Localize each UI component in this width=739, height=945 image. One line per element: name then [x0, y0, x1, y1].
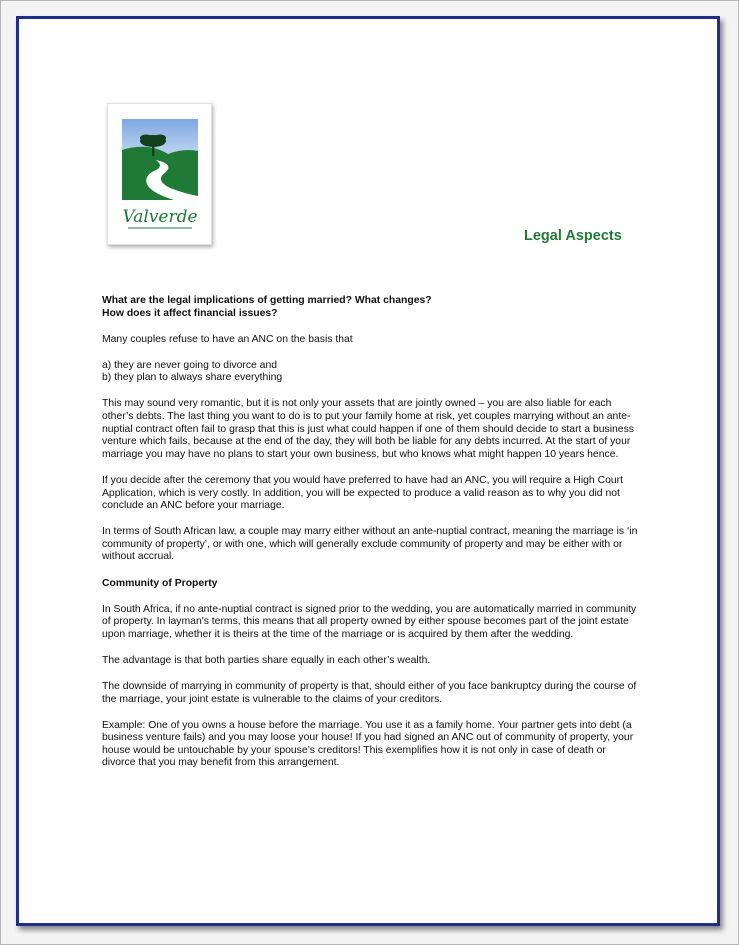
- document-title: Legal Aspects: [524, 228, 622, 244]
- section-heading: Community of Property: [102, 577, 218, 589]
- reason-a: a) they are never going to divorce and: [102, 359, 278, 371]
- law-paragraph: In terms of South African law, a couple may marry either without an ante-nuptial contract, meaning the marriage is ‘in community of property’, or with one, which will generally exclude community of property and may be either with or without accrual.: [102, 526, 638, 563]
- community-property-paragraph: In South Africa, if no ante-nuptial contract is signed prior to the wedding, you are automatically married in community of property. In layman's terms, this means that all property owned by either spouse becomes part of the joint estate upon marriage, whether it is theirs at the time of the marriage or is acquired by them after the wedding.: [102, 603, 637, 640]
- advantage-paragraph: The advantage is that both parties share equally in each other’s wealth.: [102, 654, 431, 666]
- document-page: [16, 16, 720, 926]
- romantic-paragraph: This may sound very romantic, but it is not only your assets that are jointly owned – you are also liable for each other’s debts. The last thing you want to do is to put your family home at risk, yet couples marrying without an ante-nuptial contract often fail to grasp that this is just what could happen if one of them should decide to start a business venture which fails, because at the end of the day, they will both be liable for any debts incurred. At the start of your marriage you may have no plans to start your own business, but who knows what might happen 10 years hence.: [102, 398, 634, 460]
- reasons-list: [102, 360, 642, 385]
- question-line-2: How does it affect financial issues?: [102, 307, 278, 319]
- valverde-logo-graphic: [108, 104, 211, 244]
- question-heading: [102, 295, 642, 320]
- ceremony-paragraph: If you decide after the ceremony that you would have preferred to have had an ANC, you will require a High Court Application, which is very costly. In addition, you will be expected to produce a valid reason as to why you did not conclude an ANC before your marriage.: [102, 474, 623, 512]
- question-line-1: What are the legal implications of getting married? What changes?: [102, 295, 432, 306]
- document-body: [102, 295, 642, 784]
- valverde-logo-text: Valverde: [122, 207, 198, 227]
- example-paragraph: Example: One of you owns a house before the marriage. You use it as a family home. Your partner gets into debt (a business venture fails) and you may loose your house! If you had signed an ANC out of community of property, your house would be untouchable by your spouse’s creditors! This exemplifies how it is not only in case of death or divorce that you may benefit from this arrangement.: [102, 719, 634, 769]
- intro-paragraph: Many couples refuse to have an ANC on the basis that: [102, 333, 353, 345]
- reason-b: b) they plan to always share everything: [102, 372, 283, 384]
- downside-paragraph: The downside of marrying in community of property is that, should either of you face bankruptcy during the course of the marriage, your joint estate is vulnerable to the claims of your creditors.: [102, 680, 637, 705]
- valverde-logo: [107, 103, 212, 245]
